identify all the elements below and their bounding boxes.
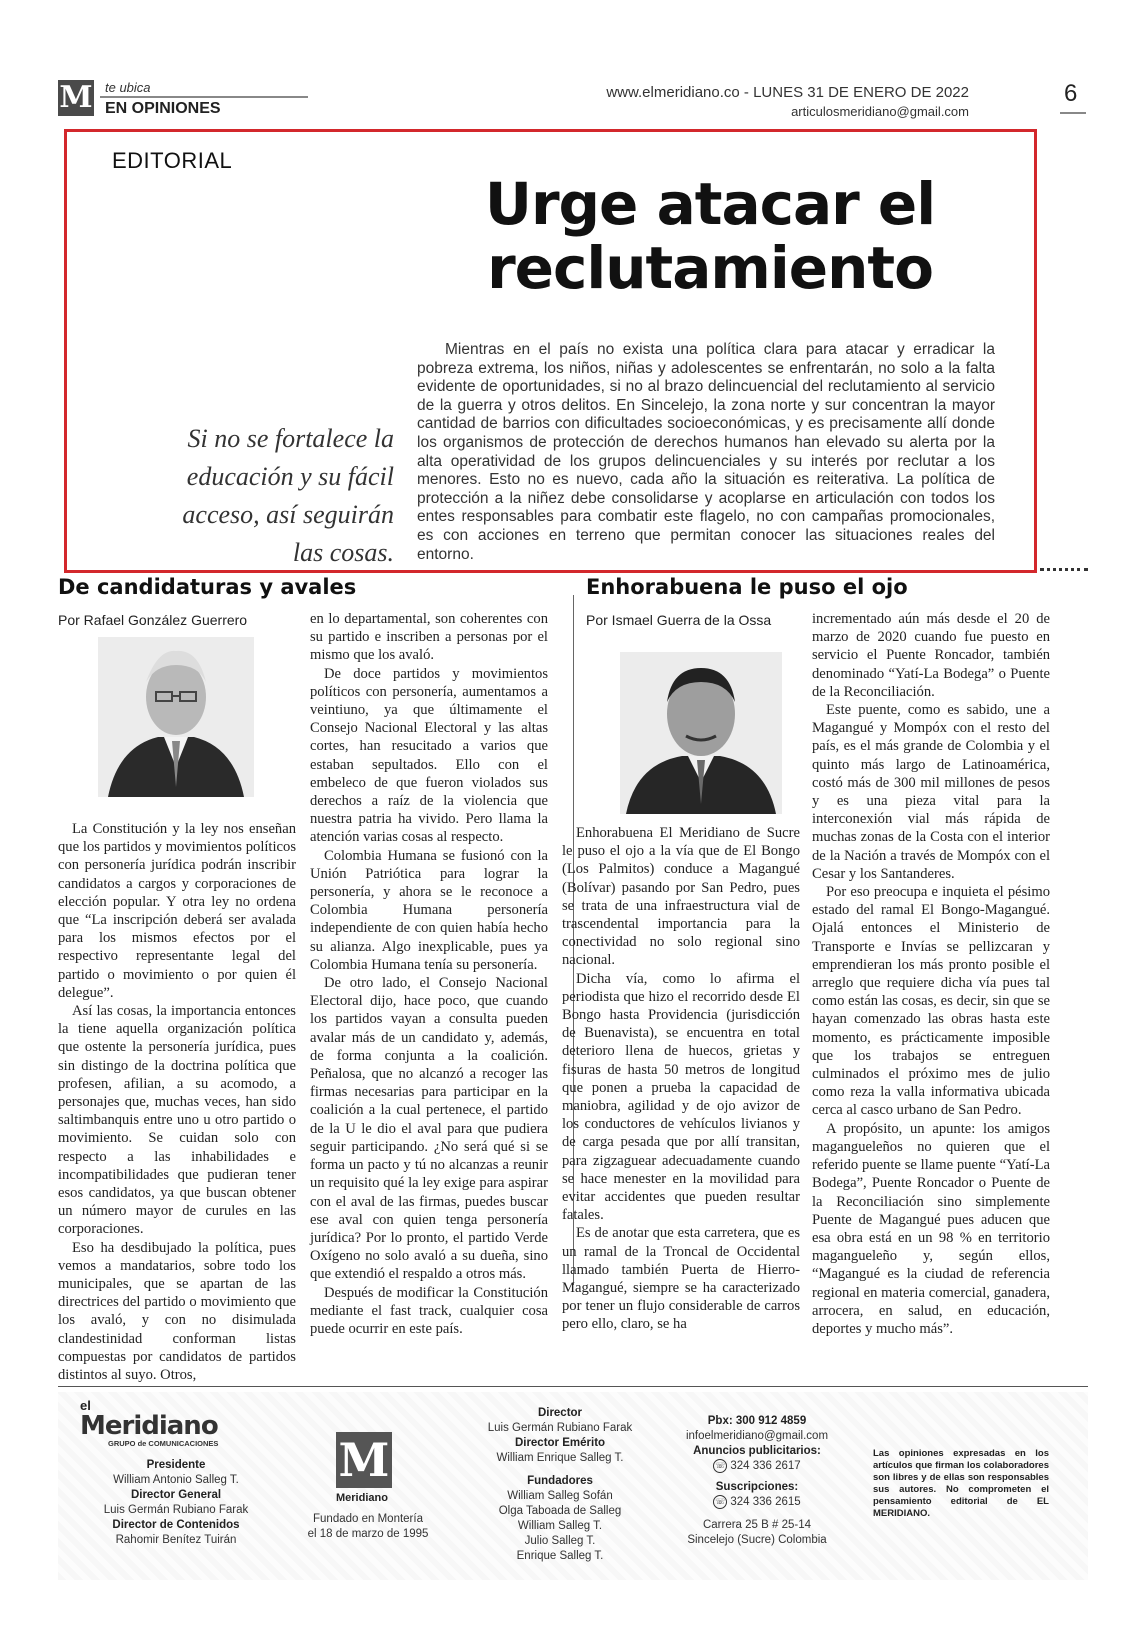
staff-role: Director de Contenidos	[112, 1519, 240, 1531]
paragraph: Después de modificar la Constitución mediante el fast track, cualquier cosa puede ocurrir en este país.	[310, 1284, 548, 1337]
whatsapp-icon: ☏	[713, 1459, 727, 1473]
founder-name: William Salleg Sofán	[507, 1490, 613, 1502]
founded-line: el 18 de marzo de 1995	[307, 1528, 429, 1540]
pbx-number[interactable]: Pbx: 300 912 4859	[707, 1415, 807, 1427]
ads-phone[interactable]: 324 336 2617	[730, 1460, 801, 1473]
paragraph: De otro lado, el Consejo Nacional Electoral dijo, hace poco, que cuando los partidos vayan a consulta pueden avalar más de un candidato y, además, de forma conjunta a la coalición. Peñalosa, que no alcanzó a recoger las firmas necesarias para participar en la coalición a la cual pertenece, el partido de la U le dio el aval para que pudiera seguir participando. ¿No será qué si se forma un pacto y tú no alcanzas a reunir un requisito qué la ley exige para aspirar con el aval de las firmas, puedes buscar ese aval con quien tenga personería jurídica? Por lo pronto, el partido Verde Oxígeno no solo avaló a su dueña, sino que extendió el respaldo a otros más.	[310, 975, 548, 1283]
footer-logo-caption: Meridiano	[336, 1492, 388, 1504]
emeritus-name: William Enrique Salleg T.	[496, 1452, 624, 1464]
dotted-rule	[1040, 568, 1088, 571]
paragraph: Eso ha desdibujado la política, pues vemos a mandatarios, sobre todo los municipales, que se apartan de las directrices del partido o movimiento que los avaló, y con no disimulada clandestinidad conforman listas compuestas por candidatos de partidos distintos al suyo. Otros,	[58, 1239, 296, 1384]
paragraph: La Constitución y la ley nos enseñan que los partidos y movimientos políticos con personería jurídica podrán inscribir candidatos a cargos y corporaciones de elección popular. Y otra ley no ordena que “La inscripción deberá ser avalada para los mismos efectos por el respectivo representante legal del partido o movimiento o por quien él delegue”.	[58, 821, 296, 1001]
paragraph: Es de anotar que esta carretera, que es un ramal de la Troncal de Occidental llamado también Puerta de Hierro-Magangué, siempre se ha caracterizado por tener un flujo considerable de carros pero ello, claro, se ha	[562, 1225, 800, 1333]
paragraph: en lo departamental, son coherentes con su partido e inscriben a personas por el mismo que los avaló.	[310, 611, 548, 664]
contact-block	[662, 1414, 852, 1548]
article1-title: De candidaturas y avales	[58, 575, 357, 599]
director-role: Director	[537, 1407, 583, 1419]
director-name: Luis Germán Rubiano Farak	[487, 1422, 633, 1434]
brand-block	[80, 1398, 230, 1448]
paragraph: incrementado aún más desde el 20 de marzo de 2020 cuando fue puesto en servicio el Puente Roncador, también denominado “Yatí-La Bodega” o Puente de la Reconciliación.	[812, 611, 1050, 700]
emeritus-role: Director Emérito	[514, 1437, 606, 1449]
brand-el: el	[80, 1398, 91, 1413]
address-line: Carrera 25 B # 25-14	[702, 1519, 812, 1532]
page-number: 6	[1064, 80, 1078, 107]
tagline: te ubica	[105, 80, 151, 95]
whatsapp-icon: ☏	[713, 1495, 727, 1509]
article2-author-photo	[620, 652, 782, 814]
staff-list	[76, 1458, 276, 1548]
ads-label: Anuncios publicitarios:	[693, 1445, 821, 1457]
contact-email[interactable]: articulosmeridiano@gmail.com	[791, 104, 969, 119]
editorial-title	[420, 172, 1000, 300]
founded-note	[300, 1512, 436, 1542]
info-email[interactable]: infoelmeridiano@gmail.com	[685, 1430, 829, 1442]
paragraph: Así las cosas, la importancia entonces la tiene aquella organización política que ostente la personería jurídica, pues sin distingo de la doctrina política que profesen, afilian, a su acomodo, a personajes que, muchas veces, han sido saltimbanquis entre uno u otro partido o movimiento. Se cuidan solo con respecto a las inhabilidades e incompatibilidades que pudieran tener esos candidatos, ya que buscan obtener un número mayor de curules en las corporaciones.	[58, 1003, 296, 1238]
paragraph: Enhorabuena El Meridiano de Sucre le puso el ojo a la vía que de El Bongo (Los Palmitos) conduce a Magangué (Bolívar) pasando por San Pedro, pues se trata de una infraestructura vial de trascendental importancia para la conectividad no solo regional sino nacional.	[562, 825, 800, 969]
founder-name: William Salleg T.	[517, 1520, 603, 1532]
article2-column2	[812, 610, 1050, 1338]
paragraph: Dicha vía, como lo afirma el periodista que hizo el recorrido desde El Bongo hasta Providencia (jurisdicción de Buenavista), se encuentra en total deterioro llena de huecos, grietas y fisuras de hasta 50 metros de longitud que ponen a prueba la capacidad de maniobra, agilidad y de ojo avizor de los conductores de vehículos livianos y de carga pesada que por allí transitan, para zigzaguear adecuadamente cuando se hace menester en la movilidad para evitar accidentes que pueden resultar fatales.	[562, 970, 800, 1224]
paragraph: Este puente, como es sabido, une a Magangué y Mompóx con el resto del país, es el más grande de Colombia y el quinto más largo de Latinoamérica, costó más de 300 mil millones de pesos y es una pieza vital para la interconexión vial más rápida de muchas zonas de la Costa con el interior de la Nación a través de Mompóx con el Cesar y los Santanderes.	[812, 702, 1050, 882]
article1-column2	[310, 610, 548, 1338]
page-number-rule	[1060, 112, 1086, 114]
article2-title: Enhorabuena le puso el ojo	[586, 575, 908, 599]
editorial-label: EDITORIAL	[112, 148, 233, 173]
header-rule	[100, 96, 308, 98]
paragraph: Colombia Humana se fusionó con la Unión Patriótica para lograr la personería, y ahora se le reconoce a Colombia Humana personería independiente de con quien había hecho su alianza. Algo inexplicable, pues ya Colombia Humana tenía su personería.	[310, 847, 548, 973]
article1-byline: Por Rafael González Guerrero	[58, 612, 248, 628]
subs-phone[interactable]: 324 336 2615	[730, 1496, 801, 1509]
subs-contact[interactable]	[662, 1495, 852, 1510]
address-line: Sincelejo (Sucre) Colombia	[687, 1534, 827, 1547]
disclaimer: Las opiniones expresadas en los artículos que firman los colaboradores son libres y de ellas son responsables sus autores. No comprometen el pensamiento editorial de EL MERIDIANO.	[873, 1448, 1049, 1519]
founded-line: Fundado en Montería	[313, 1513, 423, 1525]
staff-role: Presidente	[146, 1459, 206, 1471]
staff-name: William Antonio Salleg T.	[113, 1474, 239, 1486]
staff-name: Luis Germán Rubiano Farak	[103, 1504, 249, 1516]
meridiano-logo: M	[59, 80, 93, 115]
paragraph: Por eso preocupa e inquieta el pésimo estado del ramal El Bongo-Magangué. Ojalá entonces el Ministerio de Transporte e Invías se pellizcaran y emprendieran los más pronto posible el arreglo que requiere dicha vía pues tal como están las cosas, es decir, sin que se hayan comenzado las obras hasta este momento, es prácticamente imposible que los trabajos se entreguen culminados el próximo mes de julio como reza la valla informativa ubicada cerca al casco urbano de San Pedro.	[812, 884, 1050, 1119]
article2-byline: Por Ismael Guerra de la Ossa	[586, 612, 772, 628]
article1-author-photo	[98, 637, 254, 797]
paragraph: De doce partidos y movimientos políticos con personería, aumentamos a veintiuno, ya que últimamente el Consejo Nacional Electoral y las altas cortes, han resucitado a varios que estaban sepultados. Ello con el embeleco de que fueron violados sus derechos a raíz de la violencia que nuestra patria ha vivido. Pero llama la atención varias cosas al respecto.	[310, 665, 548, 846]
website-date-line[interactable]: www.elmeridiano.co - LUNES 31 DE ENERO DE 2022	[606, 84, 969, 101]
brand-name: Meridiano	[80, 1411, 218, 1441]
staff-name: Rahomir Benítez Tuirán	[115, 1534, 237, 1546]
staff-role: Director General	[130, 1489, 222, 1501]
subs-label: Suscripciones:	[715, 1481, 799, 1494]
founder-name: Olga Taboada de Salleg	[498, 1505, 622, 1517]
editorial-body: Mientras en el país no exista una política clara para atacar y erradicar la pobreza extrema, los niños, niñas y adolescentes se enfrentarán, no solo a la falta evidente de oportunidades, si no al brazo delincuencial del reclutamiento al servicio de la guerra y otros delitos. En Sincelejo, la zona norte y sur concentran la mayor cantidad de barrios con dificultades socioeconómicas, y es precisamente allí donde los organismos de protección de derechos humanos han elevado su alerta por la alta operatividad de los grupos delincuenciales y su interés por reclutar a los menores. Esto no es nuevo, cada año la situación es reiterativa. La política de protección a la niñez debe consolidarse y acoplarse en articulación con todos los entes responsables para combatir este flagelo, no con campañas promocionales, es con acciones en terreno que permitan conocer las situaciones reales del entorno.	[417, 341, 995, 563]
article1-column1	[58, 820, 296, 1384]
founder-name: Julio Salleg T.	[524, 1535, 596, 1547]
founder-name: Enrique Salleg T.	[516, 1550, 604, 1562]
article2-column1	[562, 824, 800, 1334]
paragraph: A propósito, un apunte: los amigos magangueleños no quieren que el referido puente se llame puente “Yatí-La Bodega”, Puente Roncador o Puente de la Reconciliación sino simplemente Puente de Magangué pues aducen que esa obra está en un 98 % en territorio magangueleño y, según ellos, “Magangué es la ciudad de referencia regional en materia comercial, ganadera, arrocera, en salud, en educación, deportes y mucho más”.	[812, 1120, 1050, 1337]
founders-role: Fundadores	[527, 1475, 593, 1487]
section-name: EN OPINIONES	[105, 100, 221, 117]
ads-contact[interactable]	[662, 1459, 852, 1474]
footer-m-logo: M	[336, 1432, 392, 1488]
brand-sub: GRUPO de COMUNICACIONES	[108, 1439, 219, 1448]
editorial-title-line1: Urge atacar el	[484, 170, 936, 238]
editorial-pull-quote: Si no se fortalece la educación y su fácil acceso, así seguirán las cosas.	[182, 424, 394, 567]
footer-rule	[58, 1386, 1088, 1387]
directors-block	[470, 1406, 650, 1564]
editorial-title-line2: reclutamiento	[487, 234, 933, 302]
